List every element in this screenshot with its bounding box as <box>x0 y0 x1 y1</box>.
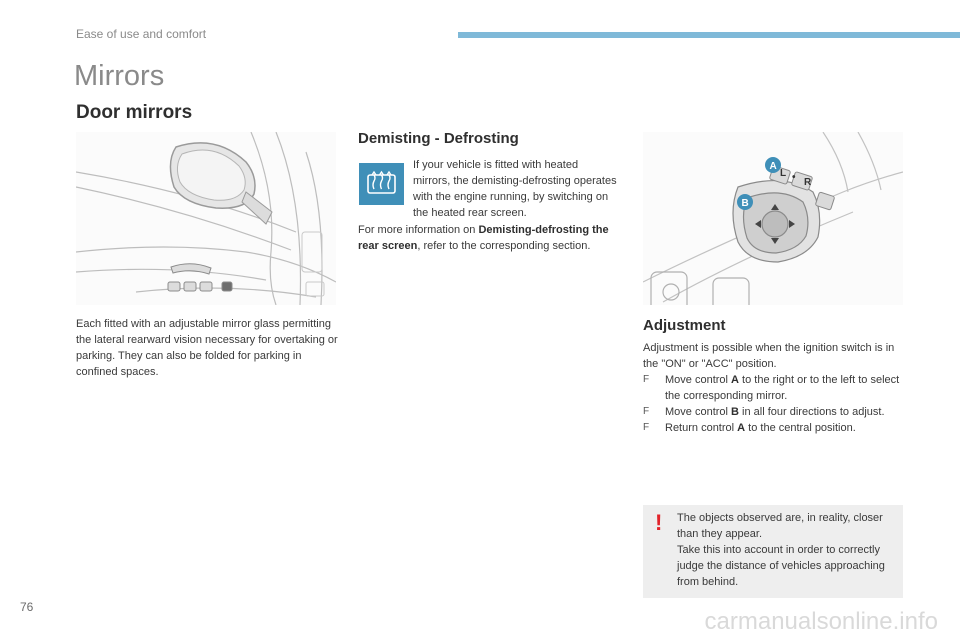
demisting-text-suffix: , refer to the corresponding section. <box>417 240 591 252</box>
bullet-icon: F <box>643 406 650 417</box>
door-mirror-drawing <box>76 132 336 305</box>
demisting-text-prefix: For more information on <box>358 224 479 236</box>
adjustment-step <box>643 404 905 420</box>
step-text: to the right or to the left to select the corresponding mirror. <box>665 374 900 402</box>
demisting-reference-link[interactable]: Demisting-defrosting the rear screen <box>358 224 609 252</box>
step-text: Move control <box>665 406 732 418</box>
intro-paragraph: Each fitted with an adjustable mirror glass permitting the lateral rearward vision necessary for overtaking or parking. They can also be folded for parking in confined spaces. <box>76 318 338 378</box>
demisting-paragraph-1: If your vehicle is fitted with heated mirrors, the demisting-defrosting operates with the engine running, by switching on the heated rear screen. <box>413 159 617 219</box>
section-heading-adjustment: Adjustment <box>643 317 726 334</box>
rear-defrost-icon <box>359 163 404 205</box>
warning-text <box>677 510 897 590</box>
callout-label-b: B <box>741 198 749 209</box>
adjustment-steps <box>643 372 905 436</box>
switch-label-dot: • <box>792 172 796 183</box>
callout-label-a: A <box>769 161 777 172</box>
control-key-label: B <box>731 406 739 418</box>
page-title: Mirrors <box>74 60 165 92</box>
page-number: 76 <box>20 600 34 614</box>
watermark: carmanualsonline.info <box>704 608 938 635</box>
step-text: Return control <box>665 422 738 434</box>
demisting-paragraph-2 <box>358 222 620 254</box>
section-heading-demisting: Demisting - Defrosting <box>358 130 519 147</box>
warning-line-1: The objects observed are, in reality, closer than they appear. <box>677 512 883 540</box>
door-mirror-illustration <box>76 132 336 305</box>
step-text: in all four directions to adjust. <box>738 406 885 418</box>
bullet-icon: F <box>643 374 650 385</box>
adjustment-step <box>643 372 905 404</box>
warning-icon: ! <box>655 510 663 535</box>
header-accent-bar <box>458 32 960 38</box>
section-label: Ease of use and comfort <box>76 27 207 41</box>
warning-line-2: Take this into account in order to correctly judge the distance of vehicles approaching from behind. <box>677 544 885 588</box>
step-text: to the central position. <box>745 422 856 434</box>
bullet-icon: F <box>643 422 650 433</box>
adjustment-step <box>643 420 905 436</box>
section-heading-door-mirrors: Door mirrors <box>76 102 193 123</box>
mirror-control-illustration <box>643 132 903 305</box>
control-key-label: A <box>737 422 746 434</box>
mirror-control-drawing <box>643 132 903 305</box>
control-key-label: A <box>731 374 739 386</box>
step-text: Move control <box>665 374 732 386</box>
switch-label-l: L <box>780 168 787 179</box>
switch-label-r: R <box>804 177 812 188</box>
adjustment-intro: Adjustment is possible when the ignition switch is in the "ON" or "ACC" position. <box>643 342 895 370</box>
